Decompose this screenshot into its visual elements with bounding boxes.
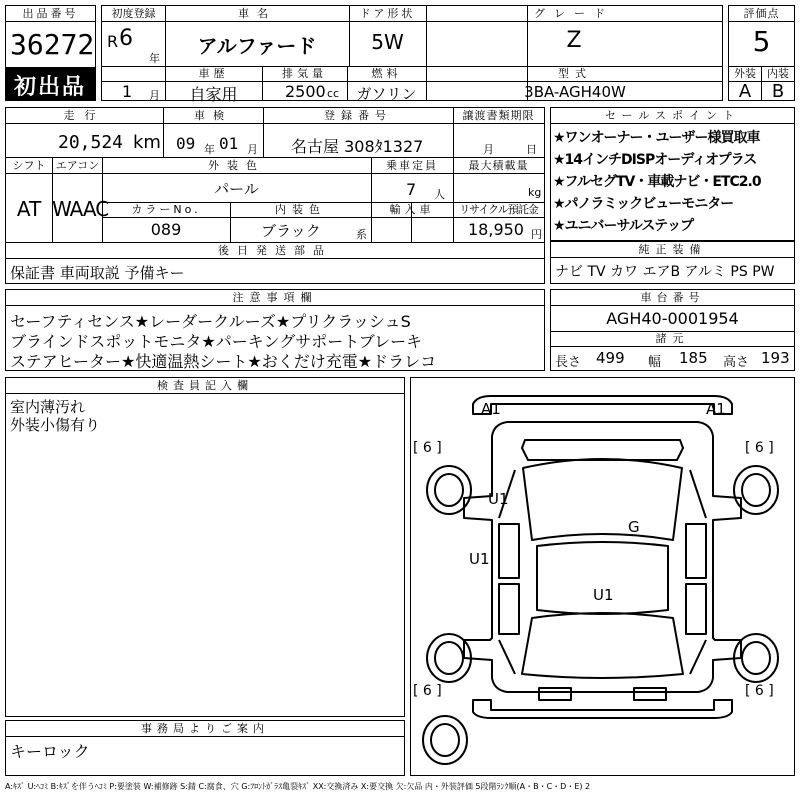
dims-label: 諸元 [551,331,794,347]
ext-color-value: パール [214,180,259,198]
shift-label: シフト [12,159,46,172]
later-parts-label: 後日発送部品 [218,244,332,257]
later-parts-value: 保証書 車両取説 予備キー [10,264,185,282]
displacement-unit: cc [327,87,340,100]
registration-label: 登録番号 [324,109,392,122]
dims-length-label: 長さ [555,355,582,370]
left-door-rear [499,584,519,634]
windshield-outline [523,459,682,540]
max-load-label: 最大積載量 [468,159,529,172]
score-box [728,5,795,101]
first-listing-badge: 初出品 [6,67,95,100]
recycle-label: リサイクル預託金 [459,203,538,216]
capacity-label: 乗車定員 [386,159,438,172]
rear-glass-outline [522,613,683,678]
details-box [5,107,545,259]
inspector-line-2: 外装小傷有り [10,416,101,434]
mark-u1-left-door: U1 [469,550,490,568]
later-parts-box [5,258,545,284]
mark-a1-left: A1 [481,400,501,418]
vehicle-info-box [101,5,723,104]
inspection-month: 01 [219,134,239,153]
recycle-value: 18,950 [468,220,524,239]
first-reg-era: R [107,32,119,51]
notes-box [5,289,545,371]
mileage-unit: km [133,132,161,153]
dims-width-label: 幅 [648,355,662,370]
inspector-line-1: 室内薄汚れ [10,398,86,416]
mark-a1-right: A1 [706,400,726,418]
ext-grade-label: 外装 [734,67,756,80]
int-grade-value: B [771,81,785,102]
car-name-label: 車名 [238,7,276,20]
grade-label: グレード [534,7,614,20]
sales-point-2: ★14インチDISPオーディオプラス [553,152,757,168]
notes-line-2: ブラインドスポットモニタ★パーキングサポートブレーキ [10,332,423,351]
chassis-value: AGH40-0001954 [606,309,739,328]
score-label: 評価点 [729,6,794,22]
tire-tread-rear-left: [ 6 ] [413,683,442,699]
int-color-value: ブラック [261,222,321,240]
first-reg-month: 1 [122,82,133,101]
dims-height: 193 [761,349,790,367]
first-reg-year: 6 [119,26,133,51]
transfer-label: 譲渡書類期限 [462,109,535,122]
damage-diagram-box [410,377,795,776]
left-door-front [499,524,519,578]
shift-value: AT [16,197,42,221]
genuine-equipment-box [550,241,795,284]
chassis-box [550,289,795,371]
inspector-box [5,377,405,717]
sales-point-3: ★フルセグTV・車載ナビ・ETC2.0 [553,174,761,190]
sales-point-5: ★ユニバーサルステップ [553,218,694,234]
int-color-suffix: 系 [356,228,367,241]
first-reg-year-unit: 年 [149,52,160,65]
right-door-rear [686,584,706,634]
sales-points-box [550,107,795,241]
transfer-day-unit: 日 [526,143,537,156]
dims-length: 499 [596,349,625,367]
displacement-label: 排気量 [282,67,327,80]
score-value: 5 [752,25,771,58]
color-no-label: カラーNo. [131,203,201,216]
first-reg-month-unit: 月 [149,89,160,102]
car-name-value: アルファード [197,34,317,58]
front-bumper-outline [473,396,732,414]
capacity-value: 7 [406,180,417,199]
import-label: 輸入車 [389,203,435,216]
chassis-label: 車台番号 [551,290,794,306]
body-outline [464,422,741,692]
transfer-month-unit: 月 [483,143,494,156]
history-value: 自家用 [189,85,238,104]
int-grade-label: 内装 [767,67,789,80]
genuine-equipment-value: ナビ TV カワ エアB アルミ PS PW [555,264,775,280]
lot-label: 出品番号 [6,6,95,22]
fuel-label: 燃料 [371,67,402,80]
tire-tread-front-right: [ 6 ] [745,440,774,456]
tire-tread-front-left: [ 6 ] [413,440,442,456]
sales-point-4: ★パノラミックビューモニター [553,196,734,212]
hood-outline [522,440,683,460]
inspection-year: 09 [176,134,196,153]
first-reg-label: 初度登録 [111,7,156,20]
dims-width: 185 [679,349,708,367]
fuel-value: ガソリン [356,85,417,103]
notes-line-3: ステアヒーター★快適温熱シート★おくだけ充電★ドラレコ [10,352,437,371]
lot-box [5,5,96,101]
vehicle-diagram [411,378,794,775]
dims-height-label: 高さ [723,355,750,370]
office-label: 事務局よりご案内 [6,721,404,737]
max-load-unit: kg [528,186,542,199]
notes-line-1: セーフティセンス★レーダークルーズ★プリクラッシュS [10,312,411,331]
inspection-label: 車検 [194,109,232,122]
aircon-value: WAAC [52,197,109,221]
right-door-front [686,524,706,578]
displacement-value: 2500 [285,82,326,101]
registration-value: 名古屋 308ﾀ1327 [291,137,424,156]
ext-color-label: 外装色 [208,159,265,172]
int-color-label: 内装色 [275,203,326,216]
recycle-unit: 円 [531,228,542,241]
mileage-value: 20,524 [58,132,124,153]
sales-points-label: セールスポイント [551,108,794,124]
history-label: 車歴 [198,67,229,80]
office-box [5,720,405,776]
notes-label: 注意事項欄 [6,290,544,306]
inspector-label: 検査員記入欄 [6,378,404,394]
inspection-year-unit: 年 [204,143,215,156]
sales-point-1: ★ワンオーナー・ユーザー様買取車 [553,130,760,146]
tire-tread-rear-right: [ 6 ] [745,683,774,699]
legend: A:ｷｽﾞ U:ﾍｺﾐ B:ｷｽﾞを伴うﾍｺﾐ P:要塗装 W:補修跡 S:錆 C:腐食、穴 G:ﾌﾛﾝﾄｶﾞﾗｽ亀裂ｷｽﾞ XX:交換済み X:要交換 欠:欠品 内・外装評価 5段階ﾗﾝｸ順(A・B・C・D・E) 2 [5,782,591,791]
model-value: 3BA-AGH40W [524,83,626,101]
grade-value: Z [566,28,582,53]
door-value: 5W [371,30,404,54]
door-label: ドア形状 [359,7,416,20]
mileage-label: 走行 [63,109,106,122]
rear-bumper-outline [473,700,732,718]
genuine-equipment-label: 純正装備 [551,242,794,258]
capacity-unit: 人 [434,188,445,201]
mark-g-windshield: G [628,518,640,536]
mark-u1-front-left: U1 [488,490,509,508]
color-no-value: 089 [150,220,182,239]
office-value: キーロック [10,742,90,761]
aircon-label: エアコン [55,159,100,172]
mark-u1-roof: U1 [593,586,614,604]
inspection-month-unit: 月 [247,143,258,156]
model-label: 型式 [558,67,592,80]
ext-grade-value: A [738,81,752,102]
lot-number: 36272 [10,28,95,61]
